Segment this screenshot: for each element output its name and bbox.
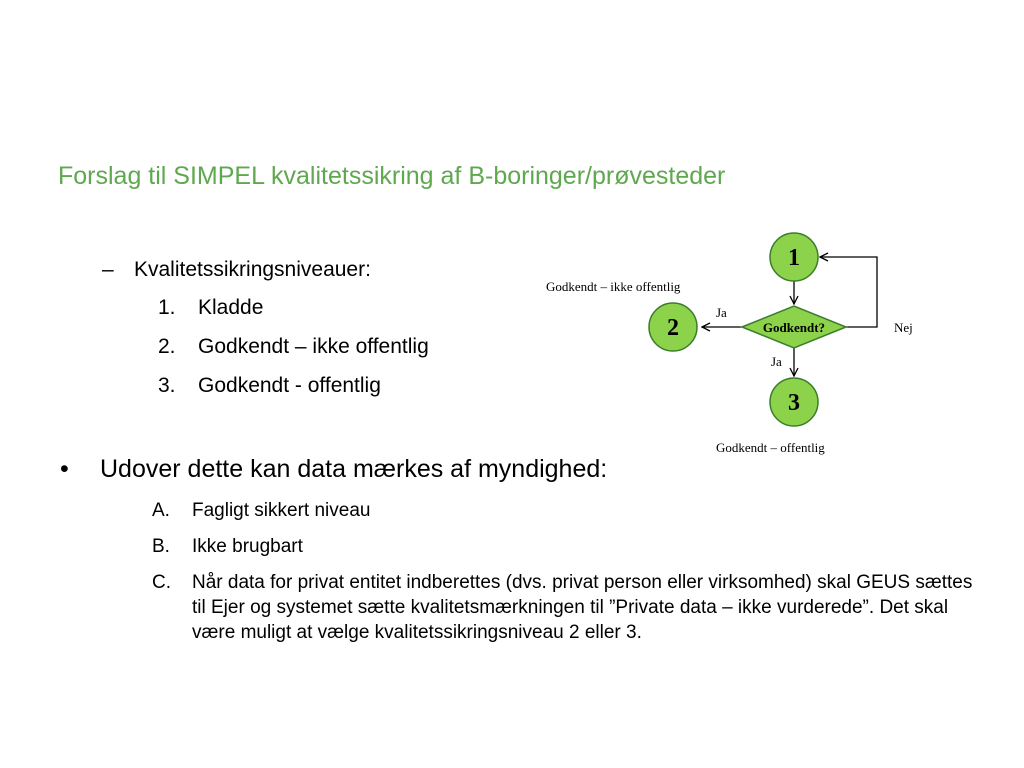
decision-label: Godkendt? (762, 320, 826, 335)
list-item (158, 335, 429, 374)
label-yes-down: Ja (771, 354, 782, 369)
list-number: 1. (158, 296, 176, 319)
node-1-label: 1 (788, 245, 800, 271)
main-bullet-text: Udover dette kan data mærkes af myndighed: (100, 455, 608, 483)
list-item (158, 374, 429, 413)
label-no: Nej (894, 320, 913, 335)
list-letter: B. (152, 536, 170, 557)
flowchart (530, 220, 913, 470)
list-number: 2. (158, 335, 176, 358)
main-bullet (60, 455, 607, 484)
node-3-label: 3 (788, 390, 800, 416)
dash-bullet: – (102, 258, 114, 281)
list-letter: A. (152, 500, 170, 521)
slide-title: Forslag til SIMPEL kvalitetssikring af B-boringer/prøvesteder (58, 162, 726, 190)
list-item-text: Fagligt sikkert niveau (192, 500, 371, 521)
list-item (152, 498, 982, 523)
marking-list (152, 498, 982, 656)
list-item-label: Godkendt – ikke offentlig (198, 335, 429, 358)
arrow-no-loop (820, 257, 877, 327)
levels-heading-text: Kvalitetssikringsniveauer: (134, 258, 371, 281)
list-item-label: Godkendt - offentlig (198, 374, 381, 397)
levels-heading (102, 258, 371, 282)
levels-list (158, 296, 429, 413)
list-item-text: Ikke brugbart (192, 536, 303, 557)
list-item-label: Kladde (198, 296, 264, 319)
list-item (152, 570, 982, 645)
node-3-caption: Godkendt – offentlig (716, 440, 825, 455)
bullet-dot: • (60, 455, 69, 483)
node-2-label: 2 (667, 315, 679, 341)
list-item (158, 296, 429, 335)
node-2-caption: Godkendt – ikke offentlig (546, 279, 681, 294)
list-item-text: Når data for privat entitet indberettes (dvs. privat person eller virksomhed) skal GEUS sættes til Ejer og systemet sætte kvalitetsmærkningen til ”Private data – ikke vurderede”. Det skal være muligt at vælge kvalitetssikringsniveau 2 eller 3. (192, 572, 973, 643)
label-yes-left: Ja (716, 305, 727, 320)
list-item (152, 534, 982, 559)
list-letter: C. (152, 572, 171, 593)
list-number: 3. (158, 374, 176, 397)
